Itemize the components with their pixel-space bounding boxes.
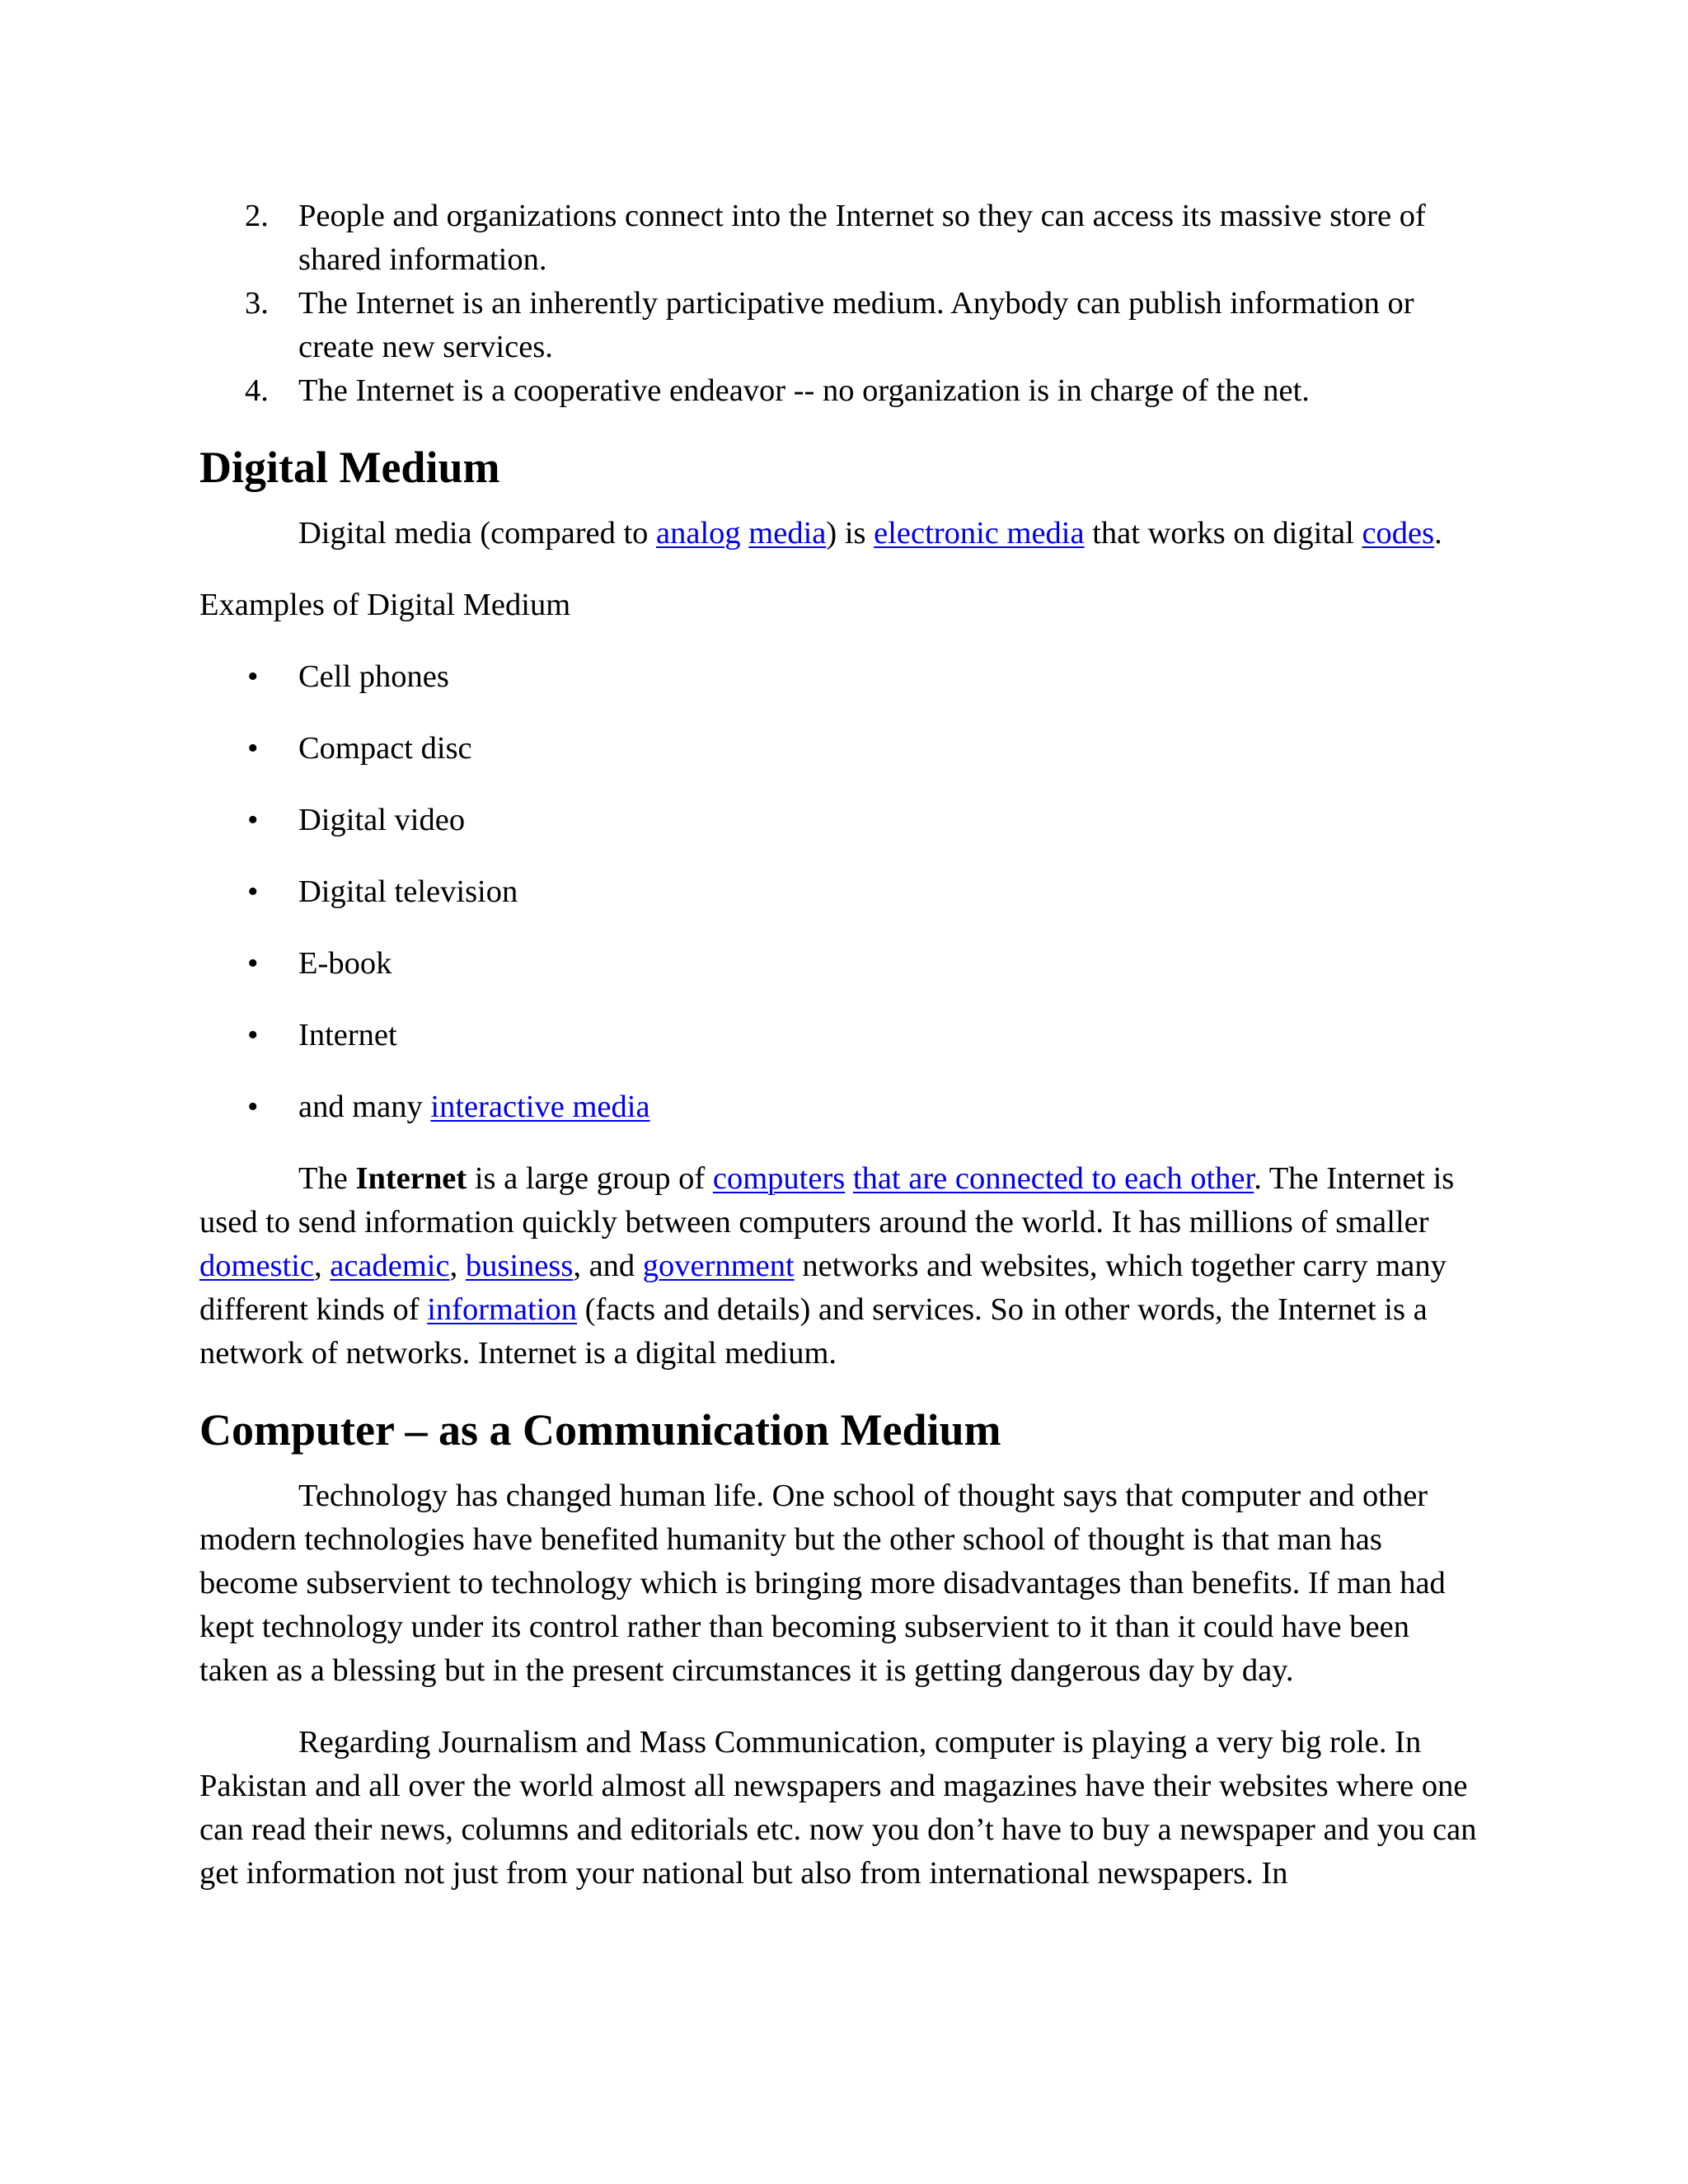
list-number: 3. — [245, 286, 269, 321]
bullet-icon: • — [247, 659, 259, 694]
list-item — [199, 369, 1485, 413]
list-item-text: E-book — [298, 946, 392, 981]
examples-label: Examples of Digital Medium — [199, 588, 571, 622]
text-run: . — [1434, 516, 1442, 551]
text-run: , and — [573, 1249, 643, 1283]
text-run: (facts and details) and services. So in other words, the Internet is a network of networks. Internet is a digital medium. — [199, 1292, 1428, 1371]
list-item-text: The Internet is a cooperative endeavor -- no organization is in charge of the net. — [298, 373, 1310, 408]
text-run — [845, 1161, 853, 1196]
domestic-link[interactable]: domestic — [199, 1249, 314, 1283]
media-link[interactable]: media — [748, 516, 827, 551]
list-item-text: Compact disc — [298, 731, 472, 766]
text-run: , — [314, 1249, 331, 1283]
text-run: The — [298, 1161, 356, 1196]
bullet-icon: • — [247, 1018, 259, 1052]
interactive-media-link[interactable]: interactive media — [430, 1090, 650, 1124]
list-item — [199, 942, 1485, 986]
list-item — [199, 655, 1485, 699]
text-run: . The Internet is used to send information quickly between computers around the world. It has millions of smaller — [199, 1161, 1455, 1240]
list-number: 2. — [245, 199, 269, 233]
analog-link[interactable]: analog — [656, 516, 741, 551]
internet-paragraph — [199, 1157, 1485, 1376]
codes-link[interactable]: codes — [1362, 516, 1435, 551]
text-run: is a large group of — [467, 1161, 713, 1196]
list-item-text: Cell phones — [298, 659, 449, 694]
bullet-icon: • — [247, 1090, 259, 1124]
bullet-icon: • — [247, 874, 259, 909]
electronic-media-link[interactable]: electronic media — [874, 516, 1085, 551]
list-item — [199, 727, 1485, 771]
text-run — [741, 516, 749, 551]
examples-bullet-list — [199, 655, 1485, 1129]
list-item — [199, 282, 1485, 369]
list-item-text: Digital television — [298, 874, 518, 909]
list-item-text: Internet — [298, 1018, 397, 1052]
journalism-paragraph: Regarding Journalism and Mass Communication, computer is playing a very big role. In Pakistan and all over the world almost all newspapers and magazines have their websites where one can read their news, columns and editorials etc. now you don’t have to buy a newspaper and you can get information not just from your national but also from international newspapers. In — [199, 1725, 1477, 1891]
internet-bold-term: Internet — [355, 1161, 467, 1196]
text-run: ) is — [826, 516, 874, 551]
document-page — [199, 194, 1485, 1896]
list-item — [199, 799, 1485, 842]
list-item — [199, 1014, 1485, 1057]
digital-media-intro-paragraph — [199, 512, 1485, 555]
business-link[interactable]: business — [465, 1249, 574, 1283]
bullet-icon: • — [247, 803, 259, 837]
list-item — [199, 194, 1485, 282]
bullet-icon: • — [247, 946, 259, 981]
digital-medium-heading: Digital Medium — [199, 443, 500, 492]
connected-to-each-other-link[interactable]: that are connected to each other — [852, 1161, 1254, 1196]
government-link[interactable]: government — [642, 1249, 795, 1283]
academic-link[interactable]: academic — [330, 1249, 450, 1283]
list-item — [199, 870, 1485, 914]
list-item-text: and many — [298, 1090, 431, 1124]
bullet-icon: • — [247, 731, 259, 766]
computer-medium-heading: Computer – as a Communication Medium — [199, 1405, 1001, 1455]
list-item-text: The Internet is an inherently participative medium. Anybody can publish information or create new services. — [298, 286, 1414, 364]
technology-paragraph: Technology has changed human life. One school of thought says that computer and other modern technologies have benefited humanity but the other school of thought is that man has become subservient to technology which is bringing more disadvantages than benefits. If man had kept technology under its control rather than becoming subservient to it than it could have been taken as a blessing but in the present circumstances it is getting dangerous day by day. — [199, 1479, 1446, 1688]
computers-link[interactable]: computers — [712, 1161, 846, 1196]
text-run: Digital media (compared to — [298, 516, 657, 551]
list-item — [199, 1085, 1485, 1129]
numbered-list — [199, 194, 1485, 413]
list-item-text: Digital video — [298, 803, 466, 837]
information-link[interactable]: information — [427, 1292, 577, 1327]
text-run: , — [449, 1249, 466, 1283]
text-run: networks and websites, which together carry many different kinds of — [199, 1249, 1447, 1327]
list-number: 4. — [245, 373, 269, 408]
list-item-text: People and organizations connect into the Internet so they can access its massive store of shared information. — [298, 199, 1426, 277]
text-run: that works on digital — [1084, 516, 1362, 551]
